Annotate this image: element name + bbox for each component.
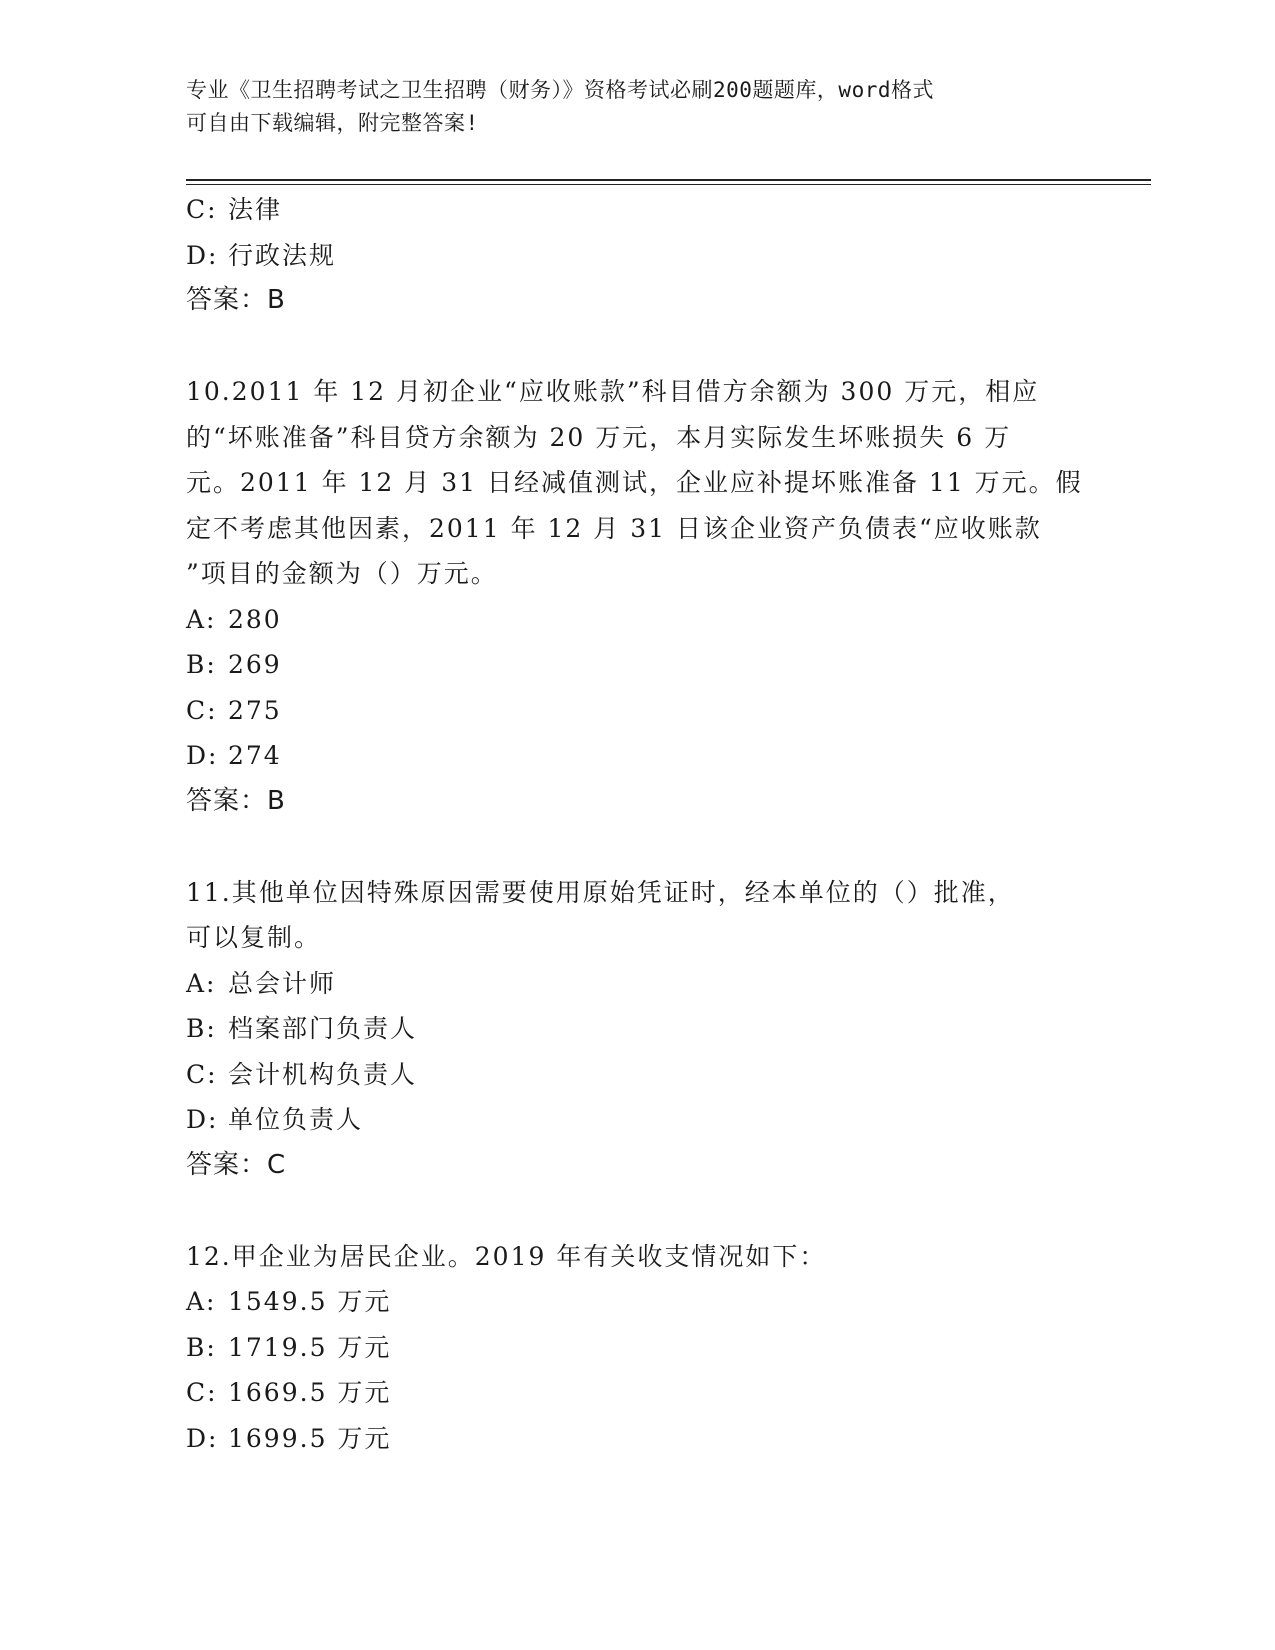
option-c: [186, 1370, 1086, 1416]
option-key: C:: [186, 195, 218, 224]
option-text: 1719.5 万元: [228, 1332, 392, 1362]
option-key: A:: [186, 1287, 217, 1316]
option-text: 269: [228, 650, 282, 679]
option-key: C:: [186, 1378, 218, 1407]
option-d: [186, 1416, 1086, 1462]
question-10-line-2: 的“坏账准备”科目贷方余额为 20 万元，本月实际发生坏账损失 6 万: [186, 422, 1012, 452]
option-text: 法律: [228, 195, 283, 224]
option-text: 274: [228, 741, 282, 770]
spacer: [186, 324, 1086, 370]
option-key: D:: [186, 1105, 219, 1134]
header-line-1: 专业《卫生招聘考试之卫生招聘（财务）》资格考试必刷200题题库，word格式: [186, 78, 934, 102]
option-text: 行政法规: [228, 240, 337, 270]
question-11-line-1: 11.其他单位因特殊原因需要使用原始凭证时，经本单位的（）批准，: [186, 877, 1015, 907]
answer-line: 答案：B: [186, 785, 286, 816]
option-text: 1699.5 万元: [228, 1423, 392, 1453]
document-header: [186, 74, 1066, 140]
question-11-line-2: 可以复制。: [186, 923, 322, 952]
option-key: B:: [186, 1332, 217, 1362]
option-key: C:: [186, 1059, 218, 1089]
question-10-line-1: 10.2011 年 12 月初企业“应收账款”科目借方余额为 300 万元，相应: [186, 377, 1040, 406]
option-b: [186, 642, 1086, 688]
option-key: D:: [186, 240, 219, 270]
question-12-line-1: 12.甲企业为居民企业。2019 年有关收支情况如下：: [186, 1241, 827, 1271]
option-a: [186, 1279, 1086, 1325]
header-divider-thin: [186, 184, 1151, 185]
option-c: [186, 688, 1086, 734]
option-key: B:: [186, 650, 217, 679]
header-divider-thick: [186, 179, 1151, 181]
option-text: 1549.5 万元: [228, 1287, 392, 1316]
option-text: 280: [228, 604, 282, 634]
option-c: [186, 187, 1086, 233]
option-key: D:: [186, 741, 219, 770]
option-key: A:: [186, 604, 217, 634]
option-text: 单位负责人: [228, 1105, 364, 1134]
header-line-2: 可自由下载编辑，附完整答案!: [186, 111, 479, 135]
question-10-line-4: 定不考虑其他因素，2011 年 12 月 31 日该企业资产负债表“应收账款: [186, 513, 1042, 543]
answer-line: 答案：B: [186, 285, 286, 315]
option-text: 档案部门负责人: [228, 1014, 418, 1043]
option-key: C:: [186, 695, 218, 725]
option-a: [186, 597, 1086, 643]
option-key: D:: [186, 1423, 219, 1453]
spacer: [186, 824, 1086, 870]
question-10-line-3: 元。2011 年 12 月 31 日经减值测试，企业应补提坏账准备 11 万元。假: [186, 468, 1083, 497]
option-b: [186, 1006, 1086, 1052]
option-c: [186, 1052, 1086, 1098]
spacer: [186, 1188, 1086, 1234]
option-text: 1669.5 万元: [228, 1378, 392, 1407]
option-key: B:: [186, 1014, 217, 1043]
option-d: [186, 233, 1086, 279]
option-text: 会计机构负责人: [228, 1059, 418, 1089]
option-d: [186, 1097, 1086, 1143]
question-10-line-5: ”项目的金额为（）万元。: [186, 559, 498, 588]
option-text: 275: [228, 695, 282, 725]
option-d: [186, 733, 1086, 779]
option-text: 总会计师: [228, 968, 337, 998]
option-key: A:: [186, 968, 217, 998]
option-a: [186, 961, 1086, 1007]
answer-line: 答案：C: [186, 1149, 287, 1180]
document-body: [186, 187, 1086, 1461]
option-b: [186, 1325, 1086, 1371]
